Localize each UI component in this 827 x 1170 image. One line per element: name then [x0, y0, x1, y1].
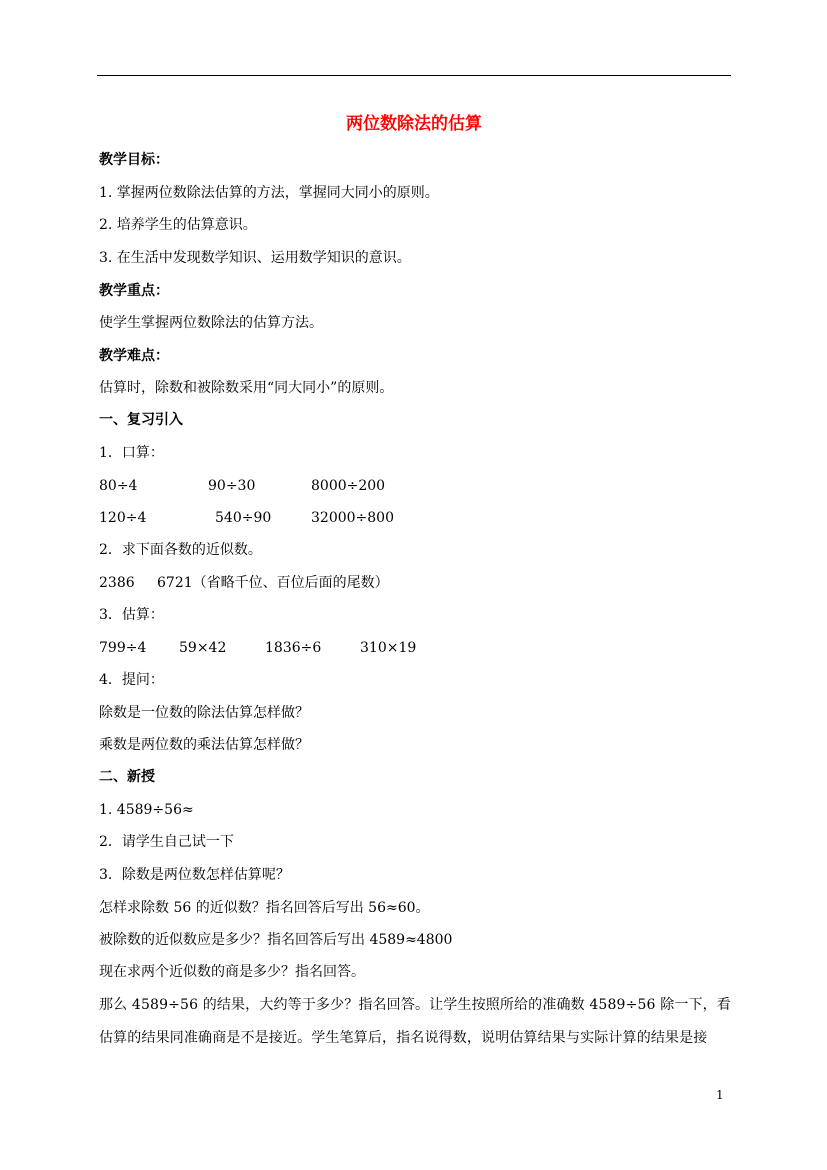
- new-item-2: 2．请学生自己试一下: [99, 834, 234, 850]
- oral-item: 80÷4: [99, 478, 138, 494]
- ask-question-1: 除数是一位数的除法估算怎样做？: [99, 705, 309, 721]
- goals-heading: 教学目标：: [99, 152, 169, 168]
- ask-question-2: 乘数是两位数的乘法估算怎样做？: [99, 737, 309, 753]
- page-number: 1: [716, 1088, 724, 1102]
- new-heading: 二、新授: [99, 769, 155, 785]
- difficulty-heading: 教学难点：: [99, 348, 169, 364]
- oral-item: 90÷30: [208, 478, 256, 494]
- estimate-item: 310×19: [360, 640, 417, 656]
- approx-row: [99, 573, 699, 593]
- review-heading: 一、复习引入: [99, 412, 183, 428]
- ask-label: 4．提问：: [99, 672, 164, 688]
- difficulty-text: 估算时，除数和被除数采用“同大同小”的原则。: [99, 380, 394, 396]
- approx-item: 2386: [99, 575, 135, 591]
- oral-item: 540÷90: [215, 510, 272, 526]
- new-item-6: 现在求两个近似数的商是多少？指名回答。: [99, 964, 365, 980]
- oral-item: 8000÷200: [311, 478, 386, 494]
- oral-row-1: [99, 476, 699, 496]
- new-item-3: 3．除数是两位数怎样估算呢？: [99, 867, 290, 883]
- new-item-7: 那么 4589÷56 的结果，大约等于多少？指名回答。让学生按照所给的准确数 4589÷56 除一下，看: [99, 997, 731, 1013]
- estimate-label: 3．估算：: [99, 607, 164, 623]
- oral-label: 1．口算：: [99, 445, 164, 461]
- approx-item: 6721（省略千位、百位后面的尾数）: [157, 575, 389, 591]
- estimate-item: 799÷4: [99, 640, 147, 656]
- page-title: 两位数除法的估算: [346, 114, 482, 134]
- oral-row-2: [99, 508, 699, 528]
- oral-item: 120÷4: [99, 510, 147, 526]
- approx-label: 2．求下面各数的近似数。: [99, 542, 262, 558]
- goal-item-2: 2. 培养学生的估算意识。: [99, 217, 257, 233]
- new-item-5: 被除数的近似数应是多少？指名回答后写出 4589≈4800: [99, 932, 453, 948]
- goal-item-1: 1. 掌握两位数除法估算的方法，掌握同大同小的原则。: [99, 185, 439, 201]
- goal-item-3: 3. 在生活中发现数学知识、运用数学知识的意识。: [99, 250, 411, 266]
- key-heading: 教学重点：: [99, 283, 169, 299]
- estimate-item: 1836÷6: [265, 640, 322, 656]
- new-item-1: 1. 4589÷56≈: [99, 802, 194, 818]
- key-text: 使学生掌握两位数除法的估算方法。: [99, 315, 323, 331]
- new-item-4: 怎样求除数 56 的近似数？指名回答后写出 56≈60。: [99, 900, 430, 916]
- estimate-item: 59×42: [179, 640, 227, 656]
- oral-item: 32000÷800: [311, 510, 394, 526]
- new-item-8: 估算的结果同准确商是不是接近。学生笔算后，指名说得数，说明估算结果与实际计算的结果是接: [99, 1030, 708, 1046]
- header-rule: [97, 75, 731, 76]
- estimate-row: [99, 638, 699, 658]
